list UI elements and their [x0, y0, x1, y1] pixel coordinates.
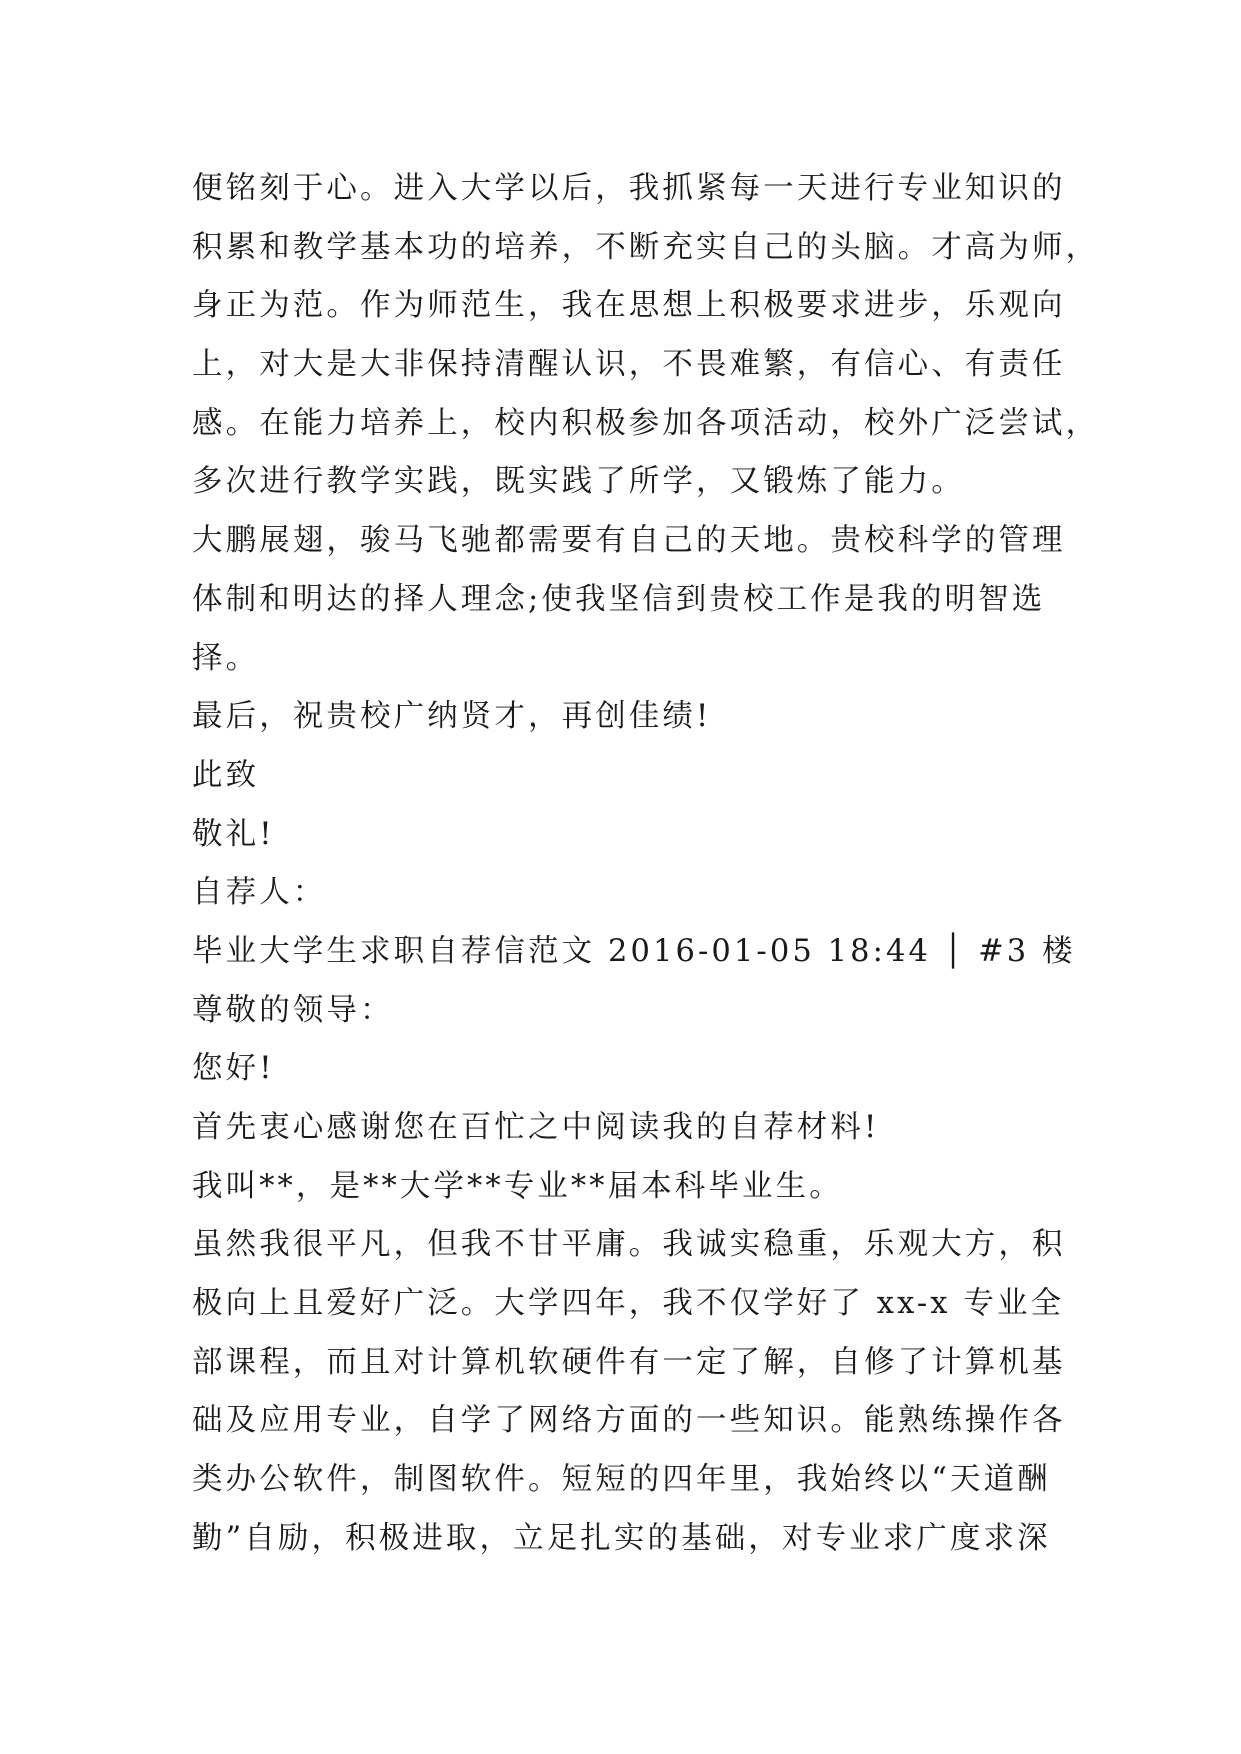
greeting-hello: 您好!: [192, 1051, 275, 1087]
signature-label: 自荐人：: [192, 875, 327, 911]
text-line: 虽然我很平凡，但我不甘平庸。我诚实稳重，乐观大方，积: [192, 1227, 1066, 1263]
letter-body: [192, 160, 1100, 1569]
text-line: 上，对大是大非保持清醒认识，不畏难繁，有信心、有责任: [192, 347, 1066, 383]
text-line: 类办公软件，制图软件。短短的四年里，我始终以“天道酬: [192, 1462, 1051, 1498]
text-line: 积累和教学基本功的培养，不断充实自己的头脑。才高为师，: [192, 229, 1100, 265]
post-header: 毕业大学生求职自荐信范文 2016-01-05 18:44 │ #3 楼: [192, 933, 1076, 969]
greeting: 尊敬的领导：: [192, 992, 394, 1028]
text-line: 极向上且爱好广泛。大学四年，我不仅学好了 xx-x 专业全: [192, 1286, 1065, 1322]
text-line: 感。在能力培养上，校内积极参加各项活动，校外广泛尝试，: [192, 405, 1100, 441]
text-line: 我叫**，是**大学**专业**届本科毕业生。: [192, 1168, 843, 1204]
text-line: 大鹏展翅，骏马飞驰都需要有自己的天地。贵校科学的管理: [192, 523, 1066, 559]
text-line: 础及应用专业，自学了网络方面的一些知识。能熟练操作各: [192, 1403, 1066, 1439]
text-line: 勤”自励，积极进取，立足扎实的基础，对专业求广度求深: [192, 1520, 1051, 1556]
salutation-closing: 此致: [192, 757, 260, 793]
text-line: 便铭刻于心。进入大学以后，我抓紧每一天进行专业知识的: [192, 171, 1066, 206]
text-line: 首先衷心感谢您在百忙之中阅读我的自荐材料!: [192, 1110, 880, 1145]
closing-wish: 最后，祝贵校广纳贤才，再创佳绩!: [192, 699, 712, 735]
text-line: 择。: [192, 640, 260, 676]
text-line: 多次进行教学实践，既实践了所学，又锻炼了能力。: [192, 464, 965, 500]
text-line: 体制和明达的择人理念;使我坚信到贵校工作是我的明智选: [192, 581, 1046, 617]
text-line: 身正为范。作为师范生，我在思想上积极要求进步，乐观向: [192, 288, 1066, 324]
salutation-regards: 敬礼!: [192, 816, 275, 852]
text-line: 部课程，而且对计算机软硬件有一定了解，自修了计算机基: [192, 1344, 1066, 1380]
